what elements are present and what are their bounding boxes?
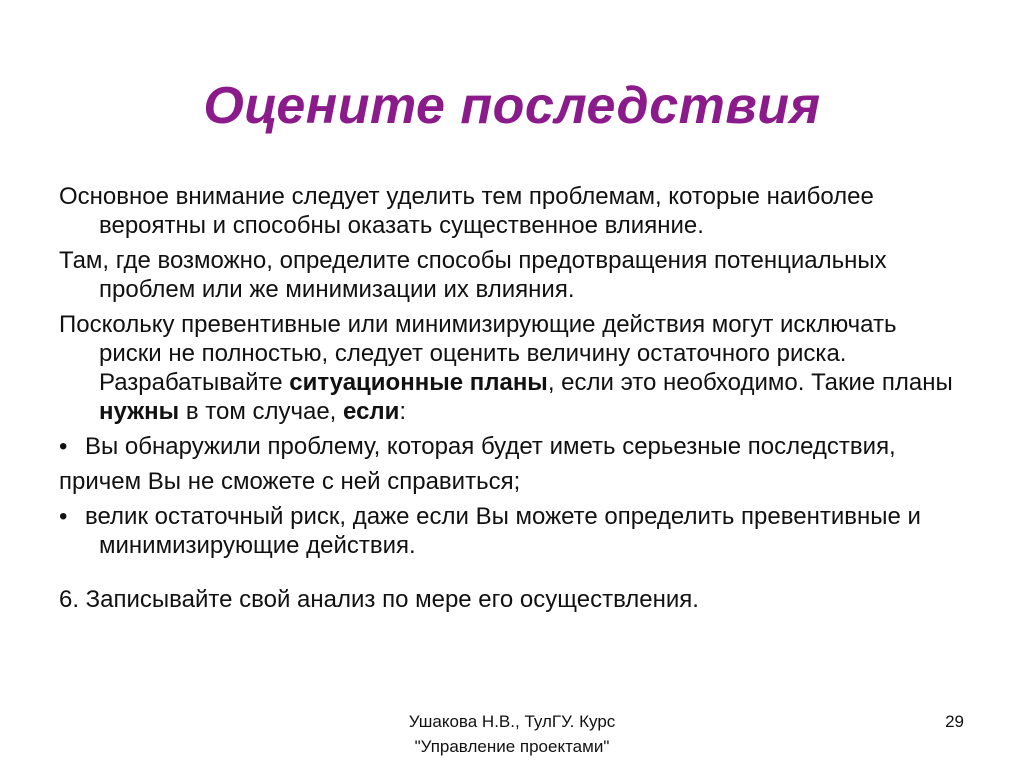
bullet-icon: • (59, 503, 68, 530)
bullet-item-residual-risk (59, 502, 959, 560)
paragraph-cannot-handle (59, 467, 959, 496)
paragraph-text-part: в том случае, (179, 398, 344, 425)
paragraph-residual-risk (59, 310, 959, 426)
paragraph-prevention (59, 246, 959, 304)
bullet-text: велик остаточный риск, даже если Вы можете определить превентивные и минимизирующие действия. (85, 503, 921, 559)
footer-author (300, 709, 724, 759)
paragraph-text-part: , если это необходимо. Такие планы (547, 369, 953, 396)
bullet-icon: • (59, 433, 68, 460)
paragraph-text-part: Поскольку превентивные или минимизирующие действия могут исключать риски не полностью, следует оценить величину остаточного риска. Разрабатывайте (59, 311, 897, 396)
footer-line-1: Ушакова Н.В., ТулГУ. Курс (408, 712, 616, 731)
paragraph-record-analysis (59, 585, 959, 614)
footer-line-2: "Управление проектами" (414, 737, 610, 756)
slide-title: Оцените последствия (203, 77, 821, 135)
paragraph-text: Основное внимание следует уделить тем проблемам, которые наиболее вероятны и способны оказать существенное влияние. (59, 183, 874, 239)
slide-body (59, 182, 959, 620)
paragraph-main-attention (59, 182, 959, 240)
bold-contingency-plans: ситуационные планы (289, 369, 548, 396)
paragraph-text: причем Вы не сможете с ней справиться; (59, 468, 521, 495)
bold-if: если (343, 398, 400, 425)
paragraph-text-part: : (399, 398, 407, 425)
bold-needed: нужны (99, 398, 180, 425)
paragraph-text: Там, где возможно, определите способы предотвращения потенциальных проблем или же минимизации их влияния. (59, 247, 887, 303)
paragraph-text: 6. Записывайте свой анализ по мере его осуществления. (59, 586, 699, 613)
bullet-item-serious-problem (59, 432, 959, 461)
bullet-text: Вы обнаружили проблему, которая будет иметь серьезные последствия, (85, 433, 896, 460)
page-number: 29 (945, 712, 964, 731)
